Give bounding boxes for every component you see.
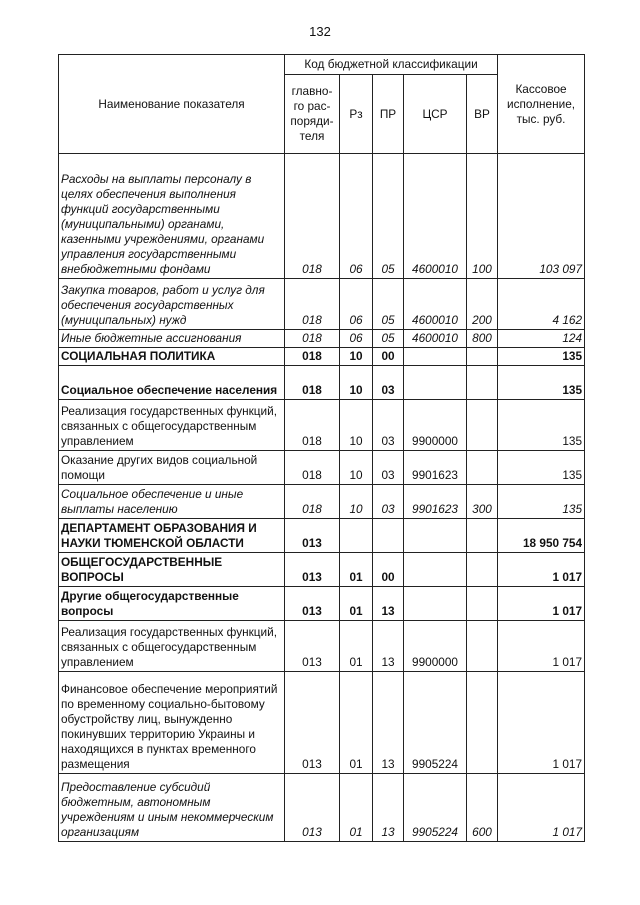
header-rz: Рз [340, 75, 373, 154]
row-name: Предоставление субсидий бюджетным, автономным учреждениям и иным некоммерческим организациям [59, 774, 285, 842]
row-csr: 4600010 [404, 279, 467, 330]
row-glav: 013 [285, 587, 340, 621]
header-glavnogo: главно-го рас-поряди-теля [285, 75, 340, 154]
row-rz: 10 [340, 348, 373, 366]
row-vr [467, 400, 498, 451]
row-glav: 018 [285, 400, 340, 451]
header-vr: ВР [467, 75, 498, 154]
row-rz [340, 519, 373, 553]
table-row [59, 485, 585, 519]
row-csr [404, 553, 467, 587]
row-vr [467, 621, 498, 672]
row-amount: 1 017 [498, 621, 585, 672]
row-rz: 10 [340, 485, 373, 519]
row-glav: 018 [285, 348, 340, 366]
row-pr: 13 [373, 621, 404, 672]
row-name: ОБЩЕГОСУДАРСТВЕННЫЕ ВОПРОСЫ [59, 553, 285, 587]
row-csr [404, 366, 467, 400]
row-glav: 018 [285, 330, 340, 348]
row-pr: 03 [373, 485, 404, 519]
row-vr: 800 [467, 330, 498, 348]
row-csr: 4600010 [404, 330, 467, 348]
row-amount: 1 017 [498, 672, 585, 774]
row-pr: 13 [373, 587, 404, 621]
row-glav: 013 [285, 621, 340, 672]
row-glav: 013 [285, 553, 340, 587]
table-row [59, 330, 585, 348]
row-amount: 135 [498, 400, 585, 451]
row-pr [373, 519, 404, 553]
row-rz: 01 [340, 672, 373, 774]
row-pr: 05 [373, 154, 404, 279]
row-vr: 300 [467, 485, 498, 519]
row-name: Реализация государственных функций, связанных с общегосударственным управлением [59, 621, 285, 672]
row-pr: 03 [373, 400, 404, 451]
row-pr: 03 [373, 451, 404, 485]
row-glav: 013 [285, 672, 340, 774]
row-glav: 018 [285, 485, 340, 519]
row-vr: 600 [467, 774, 498, 842]
page-number: 132 [309, 24, 331, 39]
row-vr [467, 553, 498, 587]
row-glav: 018 [285, 451, 340, 485]
header-amount: Кассовое исполнение, тыс. руб. [498, 55, 585, 154]
row-name: Социальное обеспечение и иные выплаты населению [59, 485, 285, 519]
row-csr: 9900000 [404, 400, 467, 451]
row-pr: 00 [373, 348, 404, 366]
row-glav: 013 [285, 774, 340, 842]
row-csr: 9905224 [404, 774, 467, 842]
row-amount: 1 017 [498, 553, 585, 587]
table-row [59, 519, 585, 553]
row-vr [467, 587, 498, 621]
row-rz: 06 [340, 330, 373, 348]
row-vr [467, 451, 498, 485]
table-row [59, 348, 585, 366]
row-amount: 1 017 [498, 587, 585, 621]
table-row [59, 154, 585, 279]
row-vr [467, 519, 498, 553]
row-pr: 05 [373, 279, 404, 330]
row-csr: 9901623 [404, 451, 467, 485]
row-name: Реализация государственных функций, связанных с общегосударственным управлением [59, 400, 285, 451]
row-amount: 103 097 [498, 154, 585, 279]
row-name: ДЕПАРТАМЕНТ ОБРАЗОВАНИЯ И НАУКИ ТЮМЕНСКОЙ ОБЛАСТИ [59, 519, 285, 553]
row-name: СОЦИАЛЬНАЯ ПОЛИТИКА [59, 348, 285, 366]
row-rz: 01 [340, 587, 373, 621]
budget-table [58, 54, 585, 842]
row-glav: 018 [285, 154, 340, 279]
row-name: Оказание других видов социальной помощи [59, 451, 285, 485]
row-csr: 4600010 [404, 154, 467, 279]
row-rz: 01 [340, 621, 373, 672]
row-vr [467, 348, 498, 366]
table-row [59, 400, 585, 451]
row-name: Расходы на выплаты персоналу в целях обеспечения выполнения функций государственными (муниципальными) органами, казенными учреждениями, органами управления государственными внебюджетными фондами [59, 154, 285, 279]
row-amount: 4 162 [498, 279, 585, 330]
row-amount: 135 [498, 348, 585, 366]
row-amount: 18 950 754 [498, 519, 585, 553]
row-rz: 01 [340, 774, 373, 842]
row-vr [467, 366, 498, 400]
row-pr: 05 [373, 330, 404, 348]
row-vr: 200 [467, 279, 498, 330]
row-name: Закупка товаров, работ и услуг для обеспечения государственных (муниципальных) нужд [59, 279, 285, 330]
row-amount: 135 [498, 366, 585, 400]
row-rz: 10 [340, 366, 373, 400]
row-name: Другие общегосударственные вопросы [59, 587, 285, 621]
table-row [59, 672, 585, 774]
row-amount: 1 017 [498, 774, 585, 842]
row-name: Иные бюджетные ассигнования [59, 330, 285, 348]
row-vr [467, 672, 498, 774]
row-rz: 06 [340, 154, 373, 279]
row-csr [404, 587, 467, 621]
row-pr: 13 [373, 774, 404, 842]
row-rz: 10 [340, 400, 373, 451]
table-row [59, 279, 585, 330]
header-csr: ЦСР [404, 75, 467, 154]
row-glav: 013 [285, 519, 340, 553]
row-glav: 018 [285, 279, 340, 330]
row-csr [404, 519, 467, 553]
row-pr: 03 [373, 366, 404, 400]
row-amount: 135 [498, 451, 585, 485]
table-row [59, 366, 585, 400]
header-pr: ПР [373, 75, 404, 154]
row-rz: 01 [340, 553, 373, 587]
table-row [59, 553, 585, 587]
row-pr: 13 [373, 672, 404, 774]
row-csr [404, 348, 467, 366]
row-name: Финансовое обеспечение мероприятий по временному социально-бытовому обустройству лиц, вынужденно покинувших территорию Украины и находящихся в пунктах временного размещения [59, 672, 285, 774]
table-row [59, 451, 585, 485]
table-row [59, 621, 585, 672]
row-csr: 9905224 [404, 672, 467, 774]
row-csr: 9901623 [404, 485, 467, 519]
row-name: Социальное обеспечение населения [59, 366, 285, 400]
row-pr: 00 [373, 553, 404, 587]
row-rz: 10 [340, 451, 373, 485]
table-row [59, 774, 585, 842]
row-glav: 018 [285, 366, 340, 400]
table-row [59, 587, 585, 621]
row-amount: 124 [498, 330, 585, 348]
header-name: Наименование показателя [59, 55, 285, 154]
row-vr: 100 [467, 154, 498, 279]
row-rz: 06 [340, 279, 373, 330]
row-amount: 135 [498, 485, 585, 519]
header-code-group: Код бюджетной классификации [285, 55, 498, 75]
row-csr: 9900000 [404, 621, 467, 672]
